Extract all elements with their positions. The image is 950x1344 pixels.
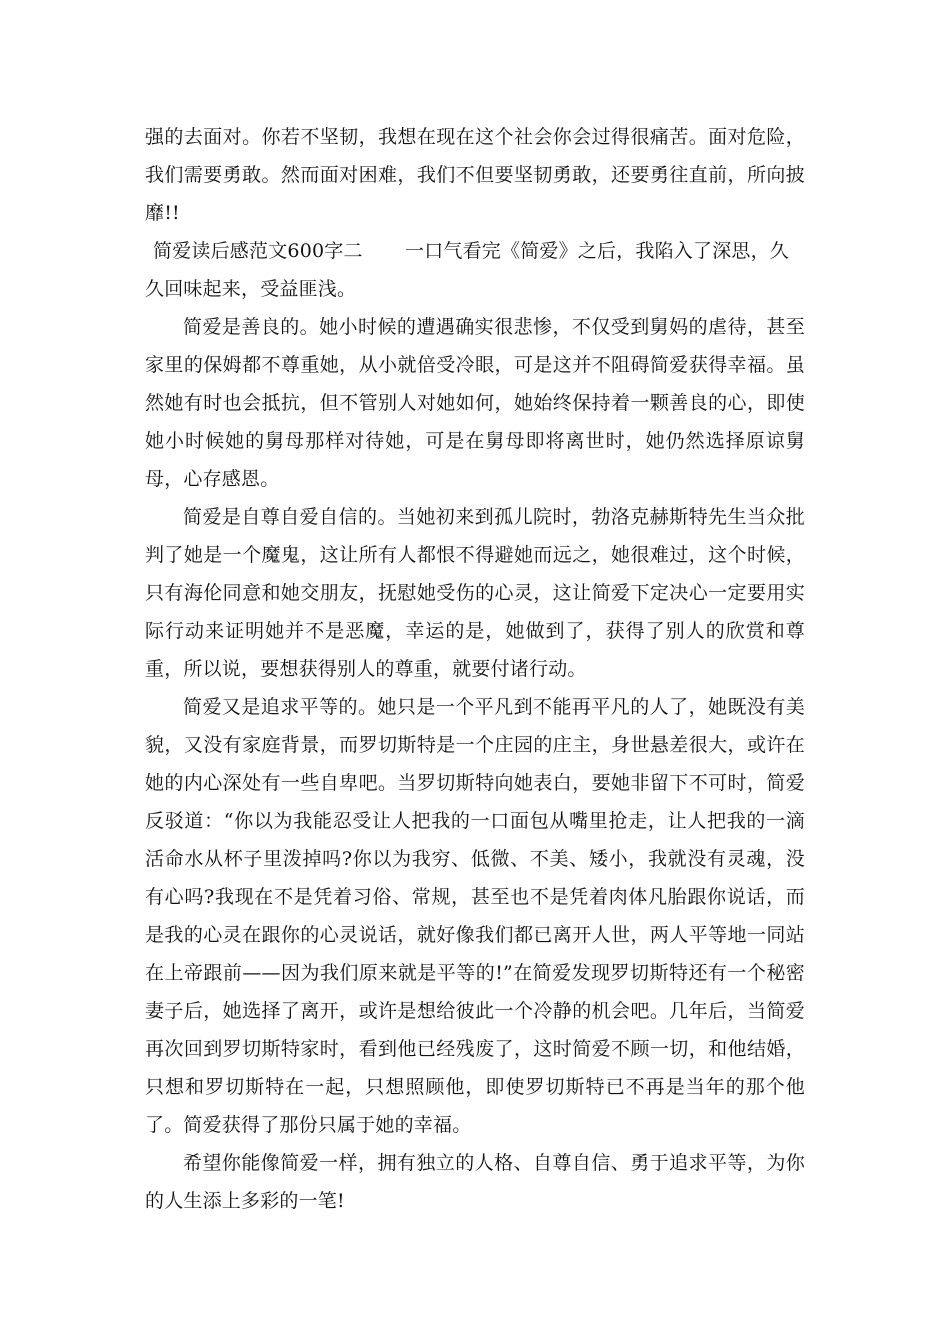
paragraph-equality: 简爱又是追求平等的。她只是一个平凡到不能再平凡的人了，她既没有美貌，又没有家庭背景，而罗切斯特是一个庄园的庄主，身世悬差很大，或许在她的内心深处有一些自卑吧。当罗切斯特向她表白，要她非留下不可时，简爱反驳道：“你以为我能忍受让人把我的一口面包从嘴里抢走，让人把我的一滴活命水从杯子里泼掉吗?你以为我穷、低微、不美、矮小，我就没有灵魂，没有心吗?我现在不是凭着习俗、常规，甚至也不是凭着肉体凡胎跟你说话，而是我的心灵在跟你的心灵说话，就好像我们都已离开人世，两人平等地一同站在上帝跟前——因为我们原来就是平等的!”在简爱发现罗切斯特还有一个秘密妻子后，她选择了离开，或许是想给彼此一个冷静的机会吧。几年后，当简爱再次回到罗切斯特家时，看到他已经残废了，这时简爱不顾一切，和他结婚，只想和罗切斯特在一起，只想照顾他，即使罗切斯特已不再是当年的那个他了。简爱获得了那份只属于她的幸福。 xyxy=(145,696,805,1136)
essay-heading-line xyxy=(145,232,805,308)
continuation-paragraph: 强的去面对。你若不坚韧，我想在现在这个社会你会过得很痛苦。面对危险，我们需要勇敢。然而面对困难，我们不但要坚韧勇敢，还要勇往直前，所向披靡!! xyxy=(145,126,805,224)
paragraph-kindness: 简爱是善良的。她小时候的遭遇确实很悲惨，不仅受到舅妈的虐待，甚至家里的保姆都不尊重她，从小就倍受冷眼，可是这并不阻碍简爱获得幸福。虽然她有时也会抵抗，但不管别人对她如何，她始终保持着一颗善良的心，即使她小时候她的舅母那样对待她，可是在舅母即将离世时，她仍然选择原谅舅母，心存感恩。 xyxy=(145,316,805,490)
essay-lead-text: 一口气看完《简爱》之后，我陷入了深思，久久回味起来，受益匪浅。 xyxy=(145,240,790,300)
essay-title: 简爱读后感范文600字二 xyxy=(153,240,363,262)
paragraph-wish: 希望你能像简爱一样，拥有独立的人格、自尊自信、勇于追求平等，为你的人生添上多彩的一笔! xyxy=(145,1152,805,1212)
document-body xyxy=(145,118,805,1220)
paragraph-self-respect: 简爱是自尊自爱自信的。当她初来到孤儿院时，勃洛克赫斯特先生当众批判了她是一个魔鬼，这让所有人都恨不得避她而远之，她很难过，这个时候，只有海伦同意和她交朋友，抚慰她受伤的心灵，这让简爱下定决心一定要用实际行动来证明她并不是恶魔，幸运的是，她做到了，获得了别人的欣赏和尊重，所以说，要想获得别人的尊重，就要付诸行动。 xyxy=(145,506,805,680)
